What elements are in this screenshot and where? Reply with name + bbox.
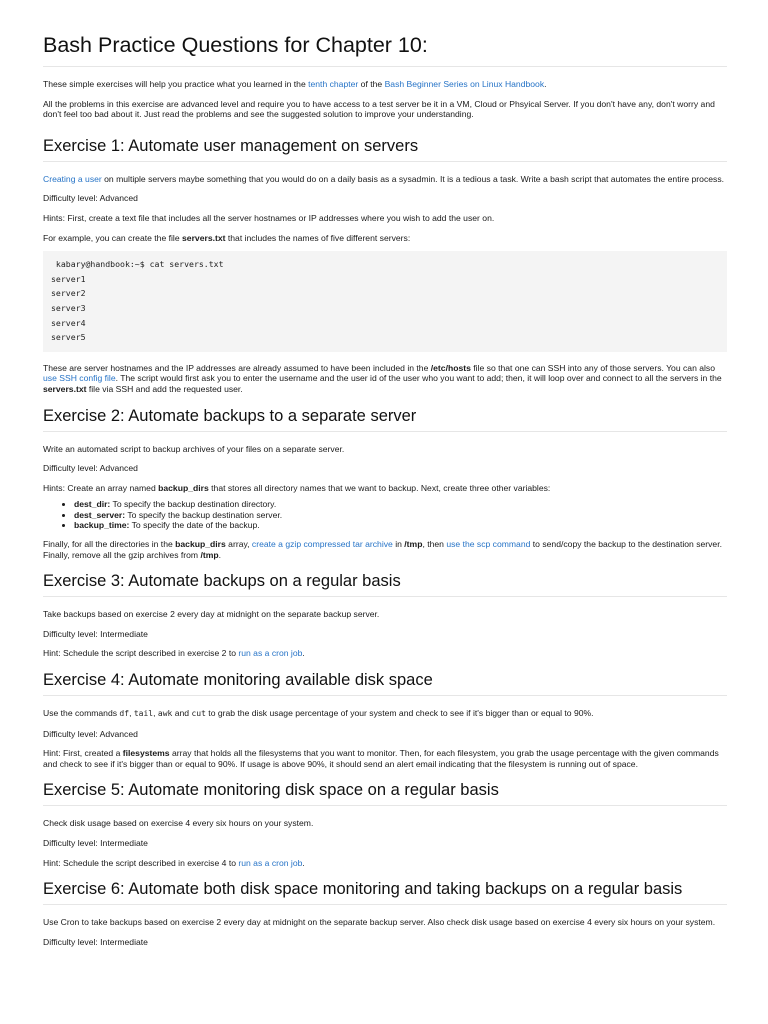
hint-text-2: . — [302, 648, 305, 659]
variables-list — [43, 499, 727, 531]
exercise-2-hints — [43, 483, 727, 494]
filesystems-term: filesystems — [122, 748, 170, 759]
list-item-desc: To specify the date of the backup. — [129, 520, 260, 531]
tmp-path-2: /tmp — [200, 549, 219, 560]
list-item — [74, 510, 727, 521]
separator: and — [172, 708, 192, 719]
code-line: server4 — [51, 317, 86, 328]
exercise-6-description: Use Cron to take backups based on exercise 2 every day at midnight on the separate backup server. Also check disk usage based on exercise 4 every six hours on your system. — [43, 917, 716, 928]
intro-paragraph — [43, 79, 727, 90]
inline-code: df — [119, 709, 130, 719]
creating-user-link[interactable]: Creating a user — [43, 173, 102, 184]
exercise-2-description: Write an automated script to backup archives of your files on a separate server. — [43, 443, 345, 454]
intro-text-3: . — [544, 79, 547, 89]
intro-paragraph-2: All the problems in this exercise are advanced level and require you to have access to a test server be it in a VM, Cloud or Phsyical Server. If you don't have any, don't worry and don't feel too bad about it. Just read the problems and see the suggested solution to improve your understanding. — [43, 98, 715, 120]
exercise-4-description — [43, 708, 727, 720]
servers-file-name-2: servers.txt — [43, 383, 87, 394]
after-text-4: file via SSH and add the requested user. — [86, 383, 243, 394]
final-text-5: to send/copy the backup to the destination server. Finally, remove all the gzip archives from — [43, 539, 722, 560]
exercise-3-difficulty: Difficulty level: Intermediate — [43, 628, 148, 639]
use-text-2: to grab the disk usage percentage of your system and check to see if it's bigger than or equal to 90%. — [205, 708, 594, 719]
final-text-2: array, — [225, 539, 252, 550]
final-text: Finally, for all the directories in the — [43, 539, 176, 550]
exercise-3-heading: Exercise 3: Automate backups on a regular basis — [43, 572, 727, 597]
separator: , — [153, 708, 158, 719]
after-text-3: . The script would first ask you to enter the username and the user id of the user who you want to add; then, it will loop over and connect to all the servers in the — [115, 373, 722, 384]
hint-text: Hint: Schedule the script described in exercise 4 to — [43, 857, 239, 868]
code-line: server1 — [51, 273, 86, 284]
intro-text: These simple exercises will help you practice what you learned in the — [43, 79, 309, 89]
exercise-4-hint — [43, 748, 727, 769]
inline-code: tail — [133, 709, 154, 719]
document-page — [43, 0, 727, 947]
list-item-term: backup_time: — [74, 520, 130, 531]
tenth-chapter-link[interactable]: tenth chapter — [308, 79, 359, 89]
hosts-file-path: /etc/hosts — [430, 362, 471, 373]
exercise-3-hint — [43, 648, 727, 659]
tmp-path: /tmp — [404, 539, 423, 550]
exercise-6-heading: Exercise 6: Automate both disk space monitoring and taking backups on a regular basis — [43, 880, 727, 905]
scp-command-link[interactable]: use the scp command — [446, 539, 531, 550]
example-text-2: that includes the names of five different servers: — [225, 232, 411, 243]
exercise-6-difficulty: Difficulty level: Intermediate — [43, 936, 148, 947]
list-item-term: dest_dir: — [74, 499, 111, 510]
inline-code: cut — [191, 709, 206, 719]
final-text-6: . — [218, 549, 221, 560]
code-line: kabary@handbook:~$ cat servers.txt — [51, 259, 224, 270]
exercise-5-hint — [43, 858, 727, 869]
list-item — [74, 520, 727, 531]
exercise-1-example — [43, 233, 727, 244]
exercise-4-difficulty: Difficulty level: Advanced — [43, 728, 138, 739]
code-block — [43, 251, 727, 352]
intro-text-2: of the — [358, 79, 385, 89]
code-line: server2 — [51, 288, 86, 299]
final-text-3: in — [392, 539, 405, 550]
exercise-1-after-code — [43, 363, 727, 395]
page-title: Bash Practice Questions for Chapter 10: — [43, 33, 727, 67]
exercise-5-difficulty: Difficulty level: Intermediate — [43, 838, 148, 848]
backup-dirs-term-2: backup_dirs — [175, 539, 226, 550]
exercise-1-hints: Hints: First, create a text file that includes all the server hostnames or IP addresses where you wish to add the user on. — [43, 212, 495, 223]
inline-code: awk — [157, 709, 173, 719]
code-line: server3 — [51, 302, 86, 313]
list-item — [74, 499, 727, 510]
hint-text: Hint: Schedule the script described in exercise 2 to — [43, 648, 239, 659]
list-item-desc: To specify the backup destination directory. — [110, 499, 277, 510]
exercise-1-difficulty: Difficulty level: Advanced — [43, 193, 138, 204]
after-text-2: file so that one can SSH into any of those servers. You can also — [470, 362, 716, 373]
final-text-4: , then — [422, 539, 447, 550]
tar-archive-link[interactable]: create a gzip compressed tar archive — [251, 539, 393, 550]
exercise-2-heading: Exercise 2: Automate backups to a separate server — [43, 407, 727, 432]
exercise-4-heading: Exercise 4: Automate monitoring available disk space — [43, 671, 727, 696]
exercise-2-difficulty: Difficulty level: Advanced — [43, 463, 138, 474]
cron-job-link-2[interactable]: run as a cron job — [238, 857, 303, 868]
hints-text-2: that stores all directory names that we want to backup. Next, create three other variables: — [208, 482, 551, 493]
bash-series-link[interactable]: Bash Beginner Series on Linux Handbook — [384, 79, 545, 89]
code-line: server5 — [51, 332, 86, 343]
exercise-5-description: Check disk usage based on exercise 4 every six hours on your system. — [43, 818, 314, 829]
exercise-1-description — [43, 174, 727, 185]
exercise-2-final — [43, 539, 727, 560]
backup-dirs-term: backup_dirs — [158, 482, 209, 493]
hint-text: Hint: First, created a — [43, 748, 123, 759]
hints-text: Hints: Create an array named — [43, 482, 159, 493]
exercise-1-heading: Exercise 1: Automate user management on servers — [43, 137, 727, 162]
ssh-config-link[interactable]: use SSH config file — [43, 373, 116, 384]
exercise-3-description: Take backups based on exercise 2 every day at midnight on the separate backup server. — [43, 609, 380, 620]
exercise-1-text: on multiple servers maybe something that you would do on a daily basis as a sysadmin. It is a tedious a task. Write a bash script that automates the entire process. — [101, 173, 725, 184]
hint-text-2: . — [302, 857, 305, 868]
after-text: These are server hostnames and the IP addresses are already assumed to have been included in the — [43, 362, 431, 373]
separator: , — [129, 708, 134, 719]
use-text: Use the commands — [43, 708, 120, 719]
list-item-desc: To specify the backup destination server. — [125, 509, 283, 520]
example-text: For example, you can create the file — [43, 232, 183, 243]
exercise-5-heading: Exercise 5: Automate monitoring disk space on a regular basis — [43, 781, 727, 806]
hint-text-2: array that holds all the filesystems that you want to monitor. Then, for each filesystem, you grab the usage percentage with the given commands and check to see if it's bigger than or equal to 90%. If usage is above 90%, it should send an alert email indicating that the filesystem is running out of space. — [43, 748, 719, 769]
list-item-term: dest_server: — [74, 509, 126, 520]
cron-job-link[interactable]: run as a cron job — [238, 648, 303, 659]
servers-file-name: servers.txt — [182, 232, 226, 243]
